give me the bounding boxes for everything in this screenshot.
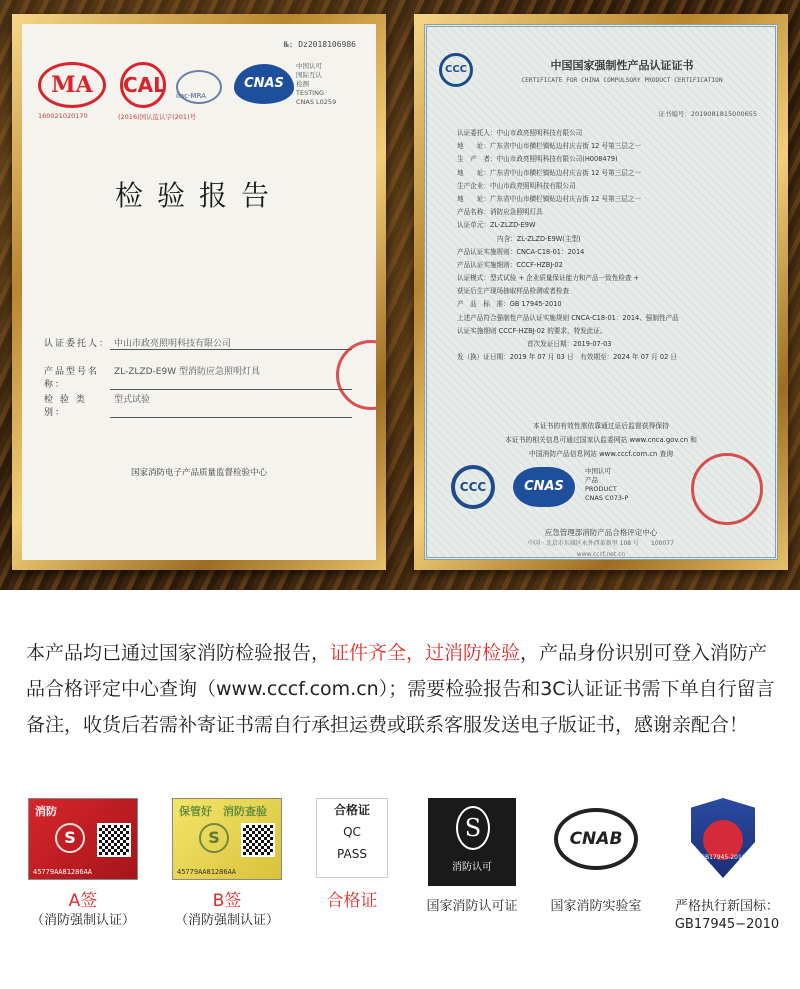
- qc-pass-tag: 合格证 QC PASS: [316, 798, 388, 878]
- certificate-line: 地 址：广东省中山市横栏镇贴边村庆吉街 12 号第三层之一: [457, 142, 642, 151]
- ca-code: (2016)国认监认字(201)号: [118, 113, 197, 121]
- qr-code-icon: [241, 823, 275, 857]
- certificate-number: 证书编号：2019081815000655: [658, 110, 757, 118]
- ma-code: 160021020170: [38, 112, 88, 120]
- certificate-notes: 本证书的有效性需依靠通过证后监督获得保持 本证书的相关信息可通过国家认监委网站 www.cnca.gov.cn 和 中国消防产品信息网站 www.cccf.com.cn 查询: [505, 422, 697, 458]
- certificate-line: 产品名称：消防应急照明灯具: [457, 208, 543, 217]
- report-org: 国家消防电子产品质量监督检验中心: [130, 468, 267, 478]
- cnas-logo: CNAS: [234, 64, 294, 104]
- ma-logo: MA: [38, 62, 106, 108]
- a-label-sticker: 消防 S 45779AA81286AA: [28, 798, 138, 880]
- cnab-caption: 国家消防实验室: [550, 899, 642, 914]
- report-logo-row: [38, 62, 364, 126]
- certificate-line: 生产企业：中山市政亮照明科技有限公司: [457, 181, 576, 190]
- b-label-sticker: 保管好 消防查验 S 45779AA81286AA: [172, 798, 282, 880]
- certificate-line: 内含：ZL-ZLZD-E9W(主型): [497, 234, 581, 243]
- certificate-header: [439, 53, 761, 93]
- s-mark-icon: S: [199, 823, 229, 853]
- certificate-issuer-block: [427, 527, 775, 549]
- certificate-logos: [445, 461, 763, 517]
- certificate-line: 产品认证实施细则：CCCF-HZBJ-02: [457, 260, 563, 269]
- certificate-line: 认证委托人：中山市政亮照明科技有限公司: [457, 129, 583, 137]
- qr-code-icon: [97, 823, 131, 857]
- certificate-title: 中国国家强制性产品认证证书: [550, 59, 694, 72]
- certificate-issuer: 应急管理部消防产品合格评定中心: [544, 528, 658, 537]
- certificate-line: 认证实施细则 CCCF-HZBJ-02 的要求，特发此证。: [457, 326, 607, 335]
- report-frame: [12, 14, 386, 570]
- qc-pass-caption: 合格证: [326, 891, 378, 911]
- report-field-client: 认证委托人： 中山市政亮照明科技有限公司: [44, 336, 352, 350]
- certificate-line: 获证后生产现场抽取样品检测或者检查: [457, 287, 570, 296]
- report-field-model: 产品型号名称： ZL-ZLZD-E9W 型消防应急照明灯具: [44, 364, 352, 390]
- description-highlight: 证件齐全，过消防检验: [330, 642, 521, 664]
- certificate-body: [457, 127, 757, 364]
- certificate-url: www.cccf.net.cn: [576, 551, 626, 558]
- report-field-type: 检 验 类 别： 型式试验: [44, 392, 352, 418]
- gb-standard-badge: GB17945-2010: [683, 798, 763, 886]
- certificate-line: 首次发证日期：2019-07-03: [527, 340, 612, 348]
- certificate-line: 认证单元：ZL-ZLZD-E9W: [457, 221, 536, 230]
- inspection-report: [22, 24, 376, 560]
- b-label-caption: B签 （消防强制认证）: [174, 891, 279, 928]
- cnab-logo: CNAB: [548, 798, 644, 886]
- certificate-line: 地 址：广东省中山市横栏镇贴边村庆吉街 12 号第三层之一: [457, 194, 642, 203]
- report-title: 检验报告: [114, 179, 283, 212]
- ilac-mra-label: ilac-MRA: [176, 92, 206, 100]
- ccc-logo: CCC: [451, 465, 495, 509]
- ccc-logo-small: CCC: [439, 53, 473, 87]
- cal-logo: CAL: [120, 62, 166, 108]
- certificate-seal: [691, 453, 763, 525]
- fire-approval-logo: S 消防认可: [428, 798, 516, 886]
- certificate-address: 中国 · 北京市东城区永外西革新里 108 号 100077: [528, 540, 674, 547]
- certificate-line: 产品认证实施规则：CNCA-C18-01：2014: [457, 247, 585, 256]
- ccc-certificate: [424, 24, 778, 560]
- certificate-line: 生 产 者：中山市政亮照明科技有限公司(H008479): [457, 155, 618, 164]
- a-label-caption: A签 （消防强制认证）: [30, 891, 135, 928]
- certificate-line: 认证模式：型式试验 + 企业质量保证能力和产品一致性检查 +: [457, 274, 640, 283]
- gb-standard-caption: 严格执行新国标： GB17945−2010: [674, 899, 780, 932]
- s-ring-icon: S: [456, 806, 490, 850]
- certificate-line: 产 品 标 准：GB 17945-2010: [457, 300, 562, 309]
- report-number: №: Dz2018106986: [283, 40, 356, 49]
- cnas-logo-cert: CNAS: [513, 467, 575, 507]
- certificate-line: 地 址：广东省中山市横栏镇贴边村庆吉街 12 号第三层之一: [457, 168, 642, 177]
- certificate-subtitle: CERTIFICATE FOR CHINA COMPULSORY PRODUCT CERTIFICATION: [521, 77, 723, 84]
- s-mark-icon: S: [55, 823, 85, 853]
- certificate-frame: [414, 14, 788, 570]
- cnas-side-text: 中国认可 国际互认 检测 TESTING CNAS L0259: [296, 62, 337, 106]
- cnas-product-text: 中国认可 产品 PRODUCT CNAS C073-P: [585, 467, 629, 502]
- certificate-line: 上述产品符合强制性产品认证实施规则 CNCA-C18-01：2014、强制性产品: [457, 313, 679, 322]
- fire-approval-caption: 国家消防认可证: [426, 899, 518, 914]
- certificate-line: 发（换）证日期：2019 年 07 月 03 日 有效期至：2024 年 07 月 02 日: [457, 353, 677, 362]
- description-paragraph: 本产品均已通过国家消防检验报告，证件齐全，过消防检验，产品身份识别可登入消防产品合格评定中心查询（www.cccf.com.cn）；需要检验报告和3C认证证书需下单自行留言备注，收货后若需补寄证书需自行承担运费或联系客服发送电子版证书，感谢亲配合！: [26, 642, 775, 736]
